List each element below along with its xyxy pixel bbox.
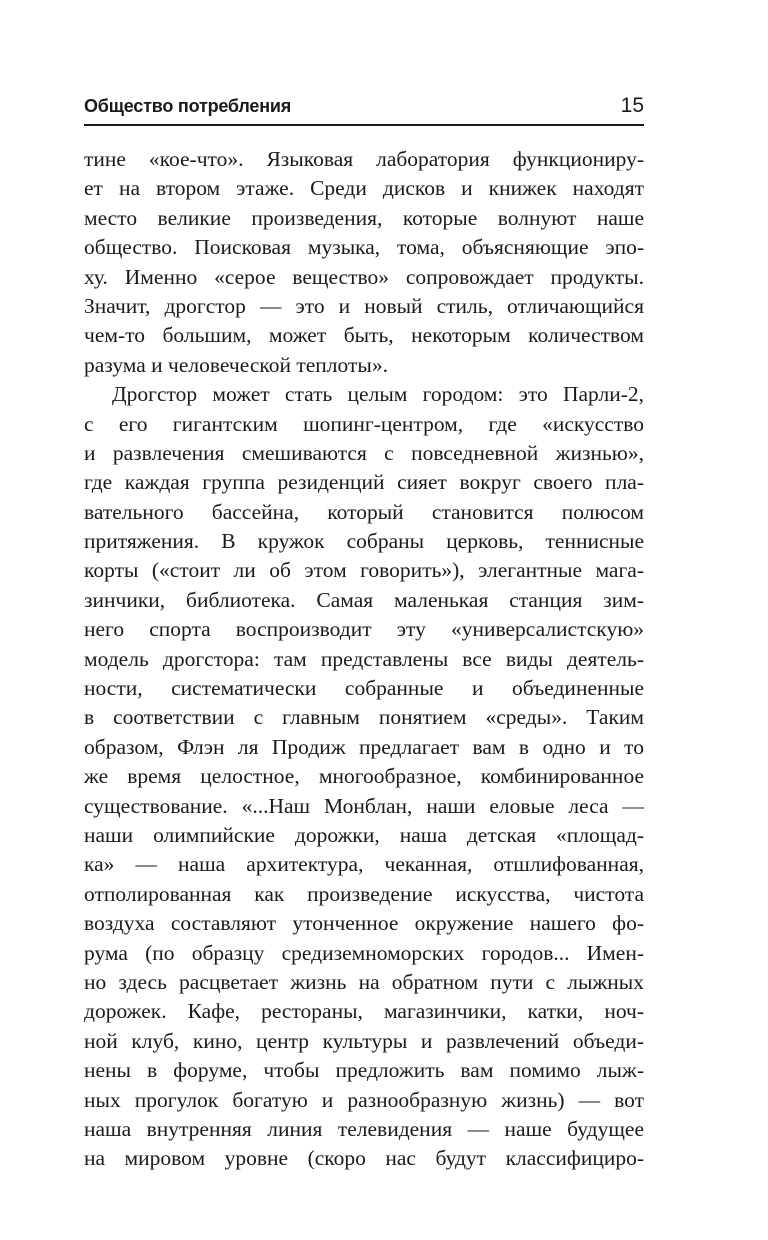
text-line: Значит, дрогстор — это и новый стиль, отличающийся: [84, 293, 644, 318]
text-line: притяжения. В кружок собраны церковь, теннисные: [84, 529, 644, 554]
text-line: ных прогулок богатую и разнообразную жизнь) — вот: [84, 1087, 644, 1112]
text-line: отполированная как произведение искусства, чистота: [84, 881, 644, 906]
text-line: него спорта воспроизводит эту «универсалистскую»: [84, 617, 644, 642]
text-line: чем-то большим, может быть, некоторым количеством: [84, 323, 644, 348]
text-line: на мировом уровне (скоро нас будут классифициро-: [84, 1146, 644, 1171]
text-line: ности, систематически собранные и объединенные: [84, 676, 644, 701]
text-line: общество. Поисковая музыка, тома, объясняющие эпо-: [84, 235, 644, 260]
text-line: в соответствии с главным понятием «среды». Таким: [84, 705, 644, 730]
text-line: воздуха составляют утонченное окружение нашего фо-: [84, 911, 644, 936]
text-line: нены в форуме, чтобы предложить вам помимо лыж-: [84, 1058, 644, 1083]
text-line: наша внутренняя линия телевидения — наше будущее: [84, 1116, 644, 1141]
text-line: ху. Именно «серое вещество» сопровождает продукты.: [84, 264, 644, 289]
text-line: где каждая группа резиденций сияет вокруг своего пла-: [84, 470, 644, 495]
text-line: ной клуб, кино, центр культуры и развлечений объеди-: [84, 1028, 644, 1053]
text-line: ет на втором этаже. Среди дисков и книжек находят: [84, 176, 644, 201]
text-line: существование. «...Наш Монблан, наши еловые леса —: [84, 793, 644, 818]
text-line: модель дрогстора: там представлены все виды деятель-: [84, 646, 644, 671]
paragraph-continued: [84, 145, 644, 380]
running-header: [84, 94, 644, 126]
text-line: рума (по образцу средиземноморских городов... Имен-: [84, 940, 644, 965]
text-line: дорожек. Кафе, рестораны, магазинчики, катки, ноч-: [84, 999, 644, 1024]
paragraph-drugstore-city: [84, 380, 644, 1174]
text-line: наши олимпийские дорожки, наша детская «площад-: [84, 822, 644, 847]
text-line: вательного бассейна, который становится полюсом: [84, 499, 644, 524]
text-line: ка» — наша архитектура, чеканная, отшлифованная,: [84, 852, 644, 877]
body-text: [84, 145, 644, 1174]
page-number: 15: [620, 94, 644, 117]
text-line: и развлечения смешиваются с повседневной жизнью»,: [84, 440, 644, 465]
text-line: зинчики, библиотека. Самая маленькая станция зим-: [84, 587, 644, 612]
running-title: Общество потребления: [84, 96, 292, 116]
text-line: разума и человеческой теплоты».: [84, 352, 388, 377]
text-line: но здесь расцветает жизнь на обратном пути с лыжных: [84, 969, 644, 994]
text-line: же время целостное, многообразное, комбинированное: [84, 764, 644, 789]
text-line: образом, Флэн ля Продиж предлагает вам в одно и то: [84, 734, 644, 759]
text-line: корты («стоит ли об этом говорить»), элегантные мага-: [84, 558, 644, 583]
text-line: с его гигантским шопинг-центром, где «искусство: [84, 411, 644, 436]
text-line: тине «кое-что». Языковая лаборатория функциониру-: [84, 147, 644, 171]
text-line: Дрогстор может стать целым городом: это Парли-2,: [112, 382, 644, 407]
text-line: место великие произведения, которые волнуют наше: [84, 205, 644, 230]
